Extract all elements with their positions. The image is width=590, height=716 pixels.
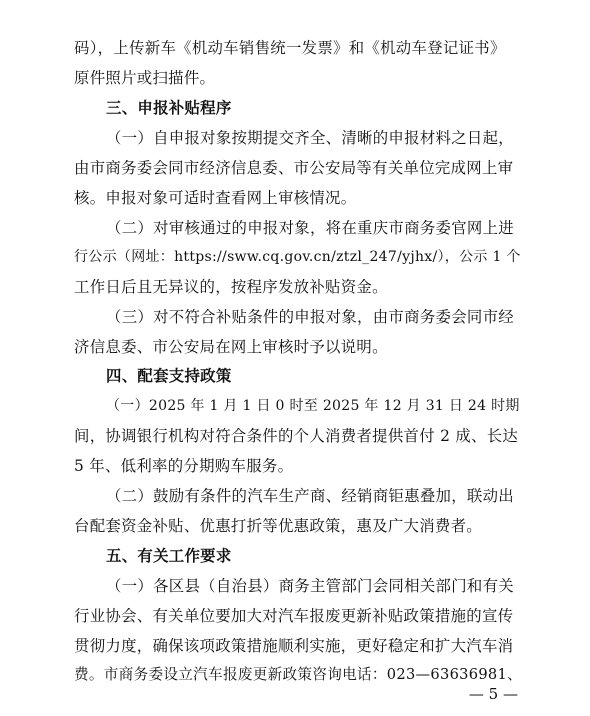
text-line: 间，协调银行机构对符合条件的个人消费者提供首付 2 成、长达 xyxy=(74,427,519,445)
text-line: 济信息委、市公安局在网上审核时予以说明。 xyxy=(74,338,388,356)
section-heading: 五、有关工作要求 xyxy=(106,547,232,565)
text-line: （三）对不符合补贴条件的申报对象，由市商务委会同市经 xyxy=(106,308,514,326)
section-heading: 三、申报补贴程序 xyxy=(106,99,232,117)
text-line: 费。市商务委设立汽车报废更新政策咨询电话：023—63636981、 xyxy=(74,666,522,683)
text-line: 由市商务委会同市经济信息委、市公安局等有关单位完成网上审 xyxy=(74,159,514,177)
section-heading: 四、配套支持政策 xyxy=(106,367,232,385)
page-number: — 5 — xyxy=(468,685,518,703)
text-line: 码），上传新车《机动车销售统一发票》和《机动车登记证书》 xyxy=(74,39,506,57)
text-line: 工作日后且无异议的，按程序发放补贴资金。 xyxy=(74,278,388,296)
text-line: （二）对审核通过的申报对象，将在重庆市商务委官网上进 xyxy=(106,219,514,237)
text-line: （二）鼓励有条件的汽车生产商、经销商钜惠叠加，联动出 xyxy=(106,487,514,505)
text-line: 台配套资金补贴、优惠打折等优惠政策，惠及广大消费者。 xyxy=(74,517,482,535)
text-line: （一）自申报对象按期提交齐全、清晰的申报材料之日起， xyxy=(106,129,514,147)
text-line: （一）2025 年 1 月 1 日 0 时至 2025 年 12 月 31 日 24 时期 xyxy=(106,398,520,414)
text-line: 贯彻力度，确保该项政策措施顺利实施，更好稳定和扩大汽车消 xyxy=(74,637,514,655)
text-line: 核。申报对象可适时查看网上审核情况。 xyxy=(74,189,357,207)
text-line: 5 年、低利率的分期购车服务。 xyxy=(74,457,294,475)
text-line: 行业协会、有关单位要加大对汽车报废更新补贴政策措施的宣传 xyxy=(74,607,514,625)
text-line: 原件照片或扫描件。 xyxy=(74,69,216,87)
text-line: 行公示（网址：https://sww.cq.gov.cn/ztzl_247/yjhx/），公示 1 个 xyxy=(74,249,521,265)
text-line: （一）各区县（自治县）商务主管部门会同相关部门和有关 xyxy=(106,577,514,595)
